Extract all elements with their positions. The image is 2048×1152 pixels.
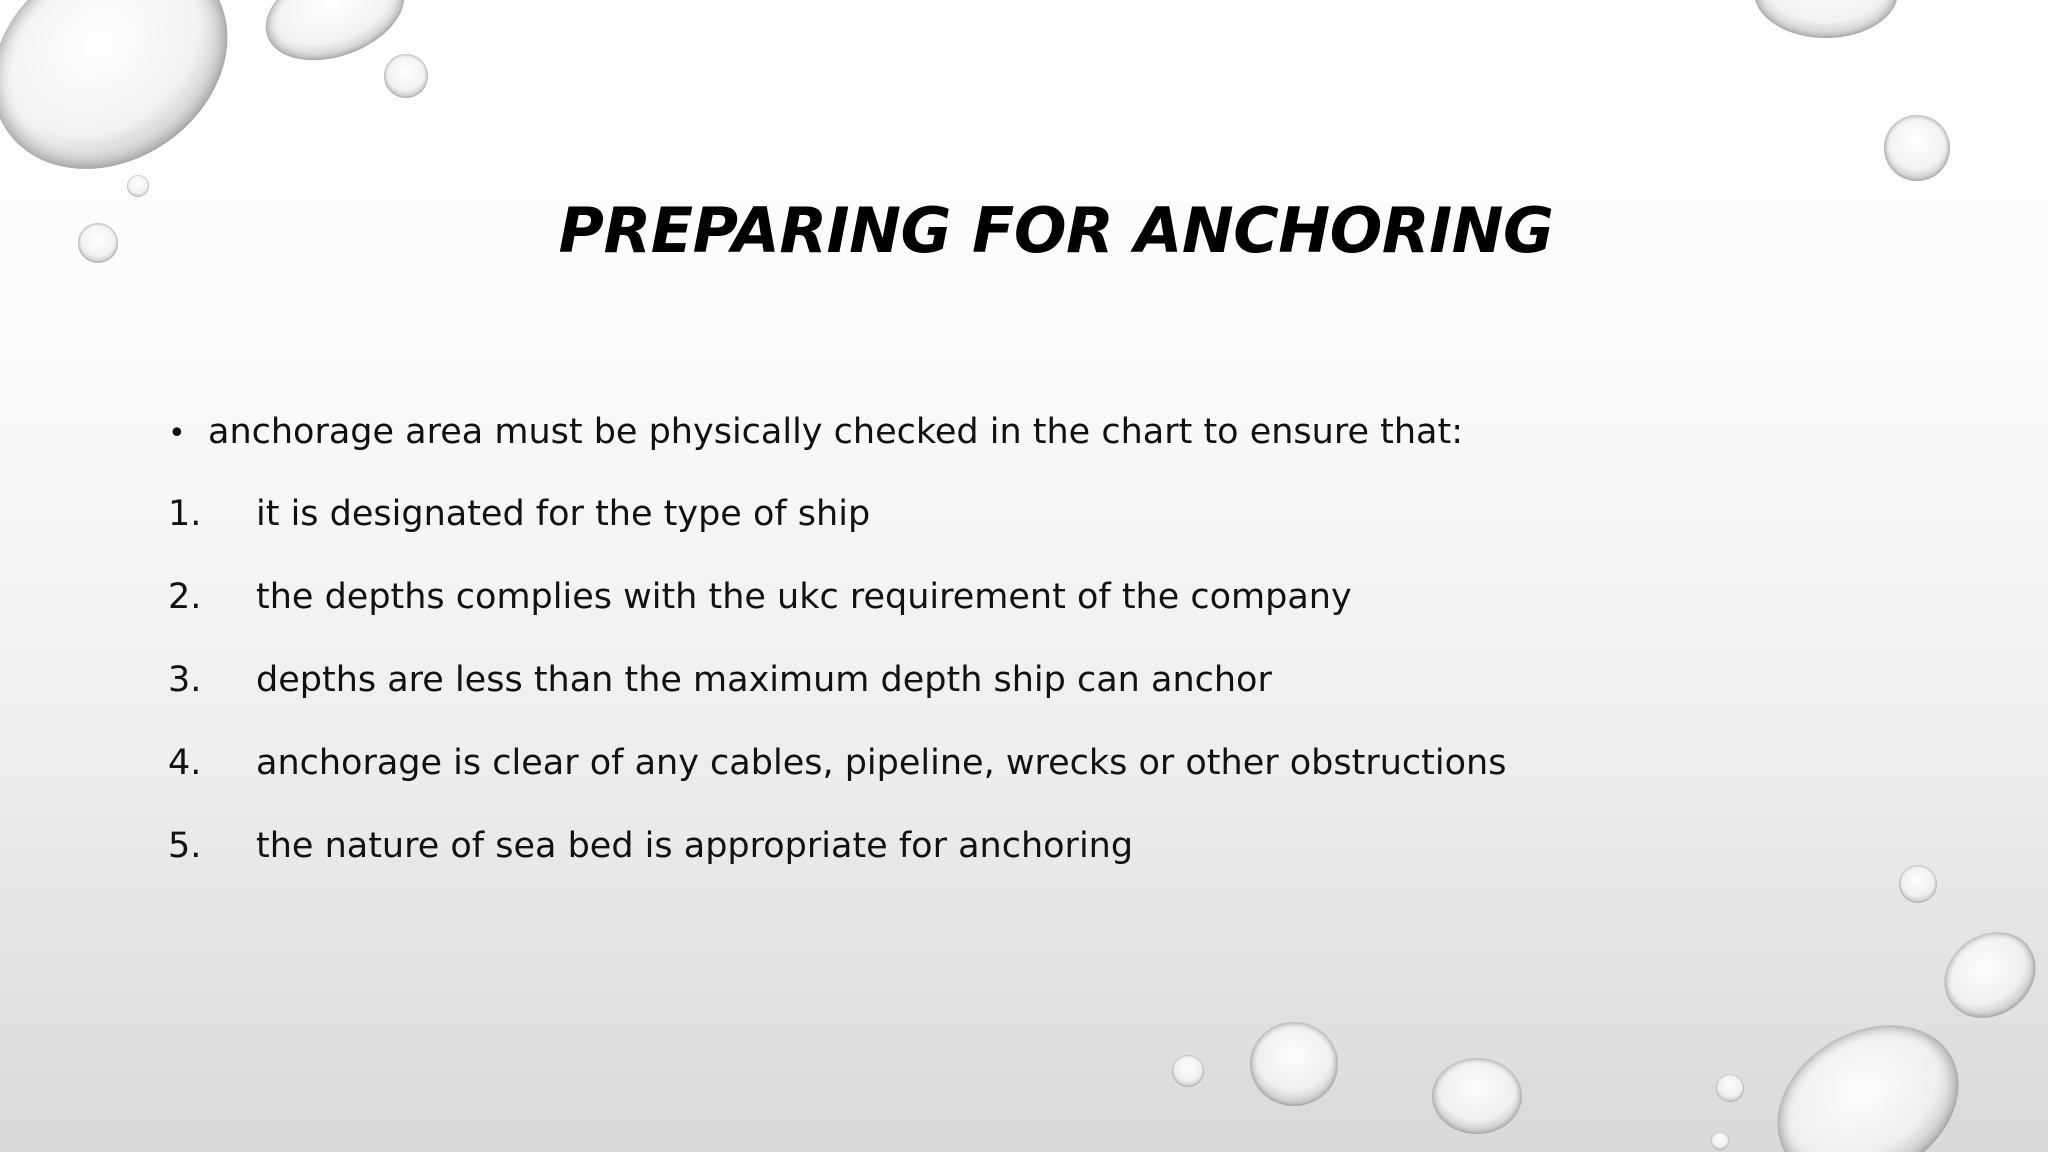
bullet-symbol: • (168, 416, 186, 451)
list-item (168, 660, 1506, 743)
list-item (168, 826, 1506, 909)
list-item-text: the depths complies with the ukc requirement of the company (256, 577, 1352, 617)
list-item-number: 3. (168, 660, 202, 700)
list-item (168, 577, 1506, 660)
list-item-number: 4. (168, 743, 202, 783)
list-item-text: it is designated for the type of ship (256, 494, 871, 534)
list-item (168, 743, 1506, 826)
bullet-text: anchorage area must be physically checked in the chart to ensure that: (208, 412, 1463, 452)
list-item (168, 494, 1506, 577)
list-item-number: 2. (168, 577, 202, 617)
list-item-text: anchorage is clear of any cables, pipeline, wrecks or other obstructions (256, 743, 1507, 783)
slide-title-text: PREPARING FOR ANCHORING (558, 194, 1554, 267)
top-right-drops (1754, 0, 1950, 181)
bullet-item (168, 412, 1463, 452)
list-item-text: the nature of sea bed is appropriate for anchoring (256, 826, 1134, 866)
list-item-number: 1. (168, 494, 202, 534)
list-item-text: depths are less than the maximum depth ship can anchor (256, 660, 1272, 700)
list-item-number: 5. (168, 826, 202, 866)
numbered-list (168, 494, 1506, 909)
slide-title (0, 194, 2048, 267)
